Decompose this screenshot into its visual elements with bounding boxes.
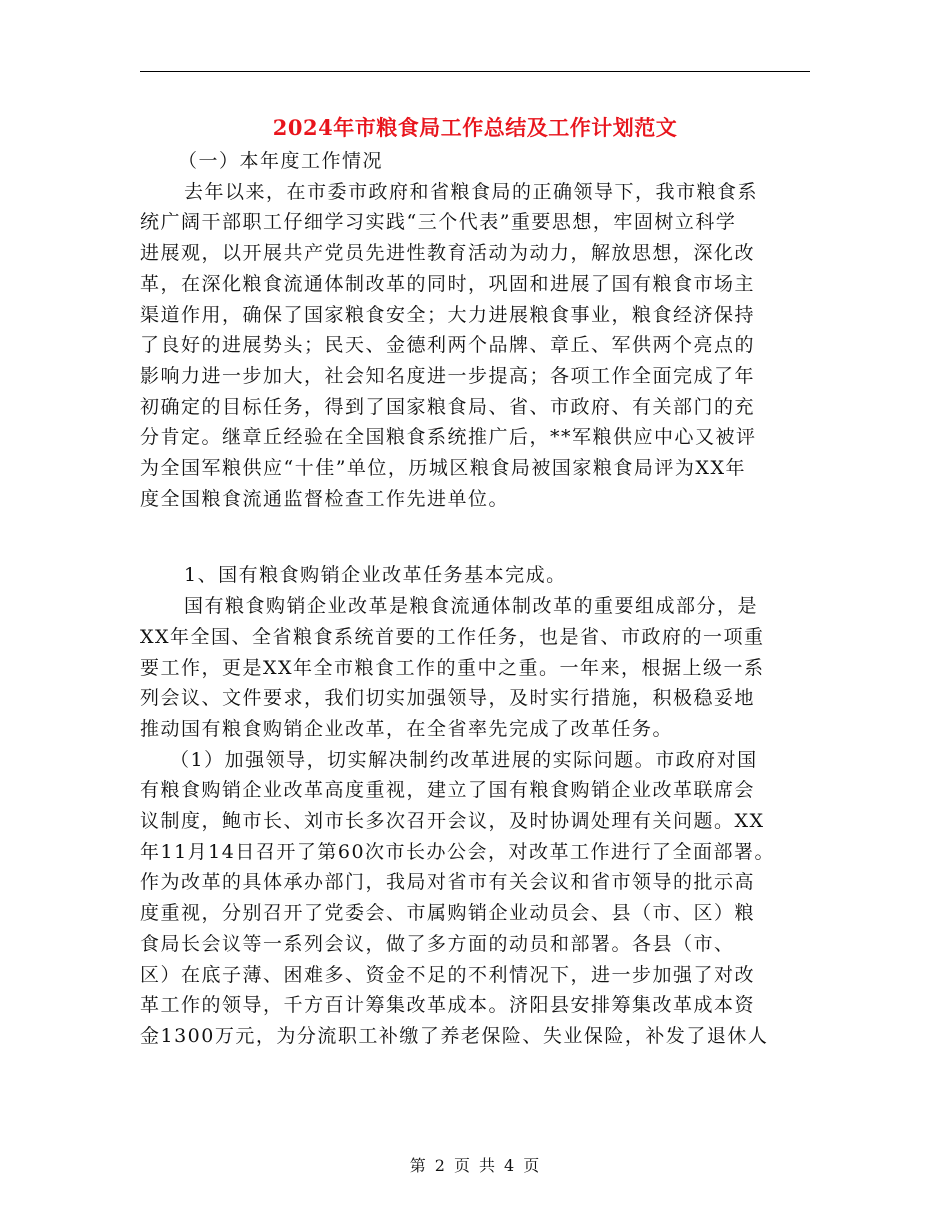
paragraph-line: 革，在深化粮食流通体制改革的同时，巩固和进展了国有粮食市场主: [140, 272, 756, 295]
paragraph-line: 金1300万元，为分流职工补缴了养老保险、失业保险，补发了退休人: [140, 1024, 769, 1047]
paragraph-line: 年11月14日召开了第60次市长办公会，对改革工作进行了全面部署。: [140, 840, 776, 863]
paragraph-line: 初确定的目标任务，得到了国家粮食局、省、市政府、有关部门的充: [140, 395, 756, 418]
document-title: 2024年市粮食局工作总结及工作计划范文: [272, 115, 678, 140]
paragraph-line: 分肯定。继章丘经验在全国粮食系统推广后，**军粮供应中心又被评: [140, 426, 757, 449]
paragraph-line: 统广阔干部职工仔细学习实践“三个代表”重要思想，牢固树立科学: [140, 211, 737, 234]
paragraph-line: 国有粮食购销企业改革是粮食流通体制改革的重要组成部分，是: [184, 595, 759, 618]
paragraph-line: （1）加强领导，切实解决制约改革进展的实际问题。市政府对国: [170, 748, 758, 771]
paragraph-3: [140, 745, 800, 1052]
page-footer: [0, 1153, 950, 1176]
paragraph-line: 度重视，分别召开了党委会、市属购销企业动员会、县（市、区）粮: [140, 902, 756, 925]
footer-label-ye: 页: [453, 1156, 471, 1175]
paragraph-line: 有粮食购销企业改革高度重视，建立了国有粮食购销企业改革联席会: [140, 779, 756, 802]
paragraph-line: 食局长会议等一系列会议，做了多方面的动员和部署。各县（市、: [140, 932, 735, 955]
paragraph-line: 为全国军粮供应“十佳”单位，历城区粮食局被国家粮食局评为XX年: [140, 457, 746, 480]
footer-total-pages: 4: [504, 1156, 516, 1175]
paragraph-line: 度全国粮食流通监督检查工作先进单位。: [140, 487, 510, 510]
paragraph-line: 推动国有粮食购销企业改革，在全省率先完成了改革任务。: [140, 717, 674, 740]
footer-label-gong: 共: [479, 1156, 497, 1175]
document-body: [140, 146, 800, 1052]
paragraph-line: 革工作的领导，千方百计筹集改革成本。济阳县安排筹集改革成本资: [140, 994, 756, 1017]
header-rule: [140, 71, 810, 72]
paragraph-2: [140, 591, 800, 745]
paragraph-line: 作为改革的具体承办部门，我局对省市有关会议和省市领导的批示高: [140, 871, 756, 894]
paragraph-1: [140, 177, 800, 515]
subsection-heading: 1、国有粮食购销企业改革任务基本完成。: [184, 564, 567, 587]
paragraph-line: 影响力进一步加大，社会知名度进一步提高；各项工作全面完成了年: [140, 364, 756, 387]
paragraph-line: XX年全国、全省粮食系统首要的工作任务，也是省、市政府的一项重: [140, 625, 765, 648]
footer-current-page: 2: [434, 1156, 446, 1175]
paragraph-line: 去年以来，在市委市政府和省粮食局的正确领导下，我市粮食系: [184, 180, 759, 203]
section-heading: （一）本年度工作情况: [178, 150, 384, 172]
paragraph-line: 渠道作用，确保了国家粮食安全；大力进展粮食事业，粮食经济保持: [140, 303, 756, 326]
paragraph-line: 议制度，鲍市长、刘市长多次召开会议，及时协调处理有关问题。XX: [140, 810, 765, 833]
footer-label-di: 第: [409, 1156, 427, 1175]
paragraph-line: 要工作，更是XX年全市粮食工作的重中之重。一年来，根据上级一系: [140, 656, 765, 679]
paragraph-line: 区）在底子薄、困难多、资金不足的不利情况下，进一步加强了对改: [140, 963, 756, 986]
footer-label-ye2: 页: [523, 1156, 541, 1175]
paragraph-gap: [140, 514, 800, 560]
paragraph-line: 了良好的进展势头；民天、金德利两个品牌、章丘、军供两个亮点的: [140, 334, 756, 357]
paragraph-line: 进展观，以开展共产党员先进性教育活动为动力，解放思想，深化改: [140, 242, 756, 265]
paragraph-line: 列会议、文件要求，我们切实加强领导，及时实行措施，积极稳妥地: [140, 687, 756, 710]
